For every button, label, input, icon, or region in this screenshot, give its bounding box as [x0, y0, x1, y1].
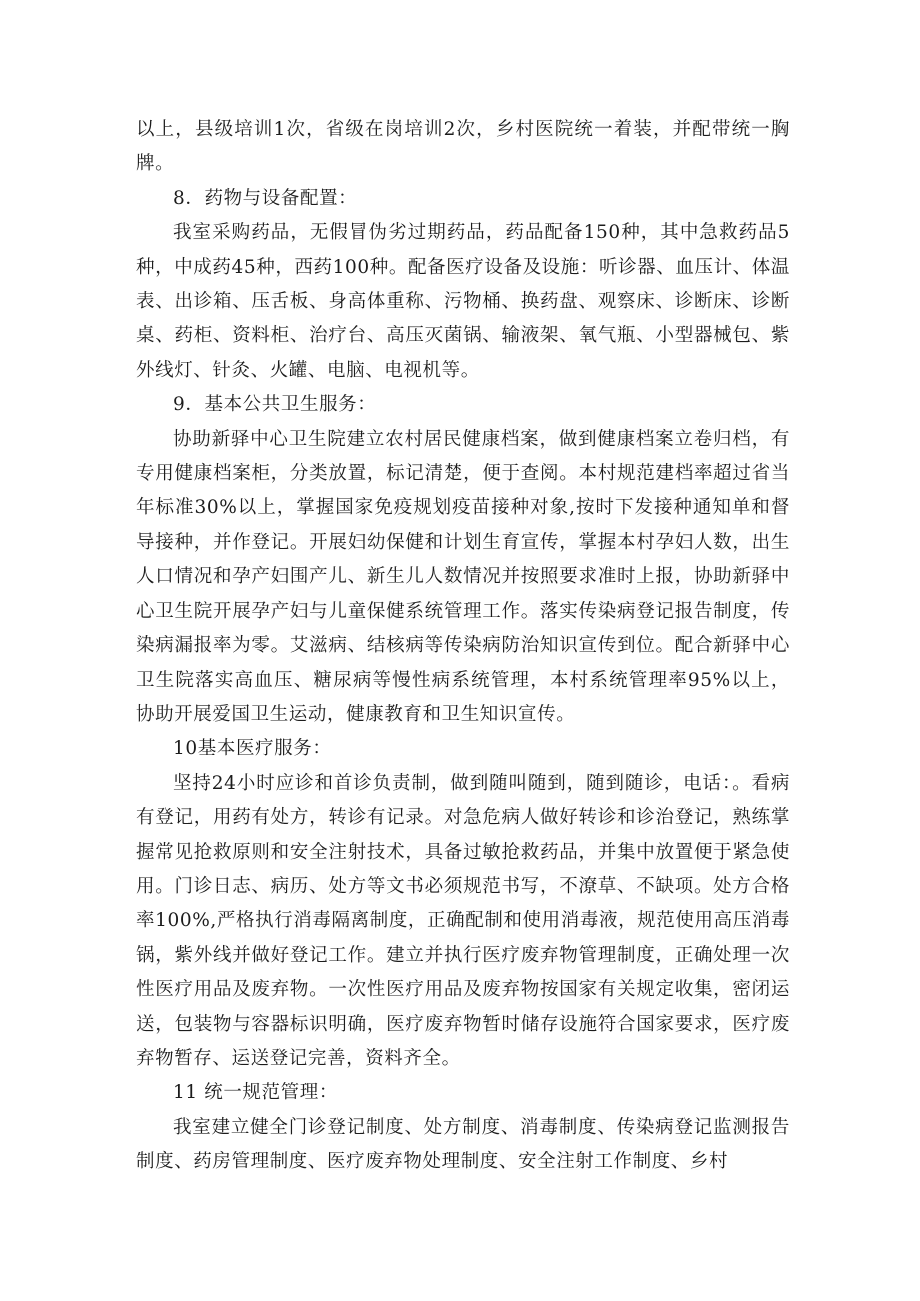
section-heading-9: 9．基本公共卫生服务： — [173, 394, 377, 416]
document-body — [136, 113, 790, 1180]
paragraph-training-continuation: 以上，县级培训1次，省级在岗培训2次，乡村医院统一着装，并配带统一胸牌。 — [136, 119, 790, 175]
paragraph-medical-services: 坚持24小时应诊和首诊负责制，做到随叫随到，随到随诊，电话：。看病有登记，用药有处方，转诊有记录。对急危病人做好转诊和诊治登记，熟练掌握常见抢救原则和安全注射技术，具备过敏抢救药品，并集中放置便于紧急使用。门诊日志、病历、处方等文书必须规范书写，不潦草、不缺项。处方合格率100%,严格执行消毒隔离制度，正确配制和使用消毒液，规范使用高压消毒锅，紫外线并做好登记工作。建立并执行医疗废弃物管理制度，正确处理一次性医疗用品及废弃物。一次性医疗用品及废弃物按国家有关规定收集，密闭运送，包装物与容器标识明确，医疗废弃物暂时储存设施符合国家要求，医疗废弃物暂存、运送登记完善，资料齐全。 — [136, 772, 790, 1069]
section-heading-10: 10基本医疗服务： — [173, 738, 332, 760]
paragraph-public-health: 协助新驿中心卫生院建立农村居民健康档案，做到健康档案立卷归档，有专用健康档案柜，分类放置，标记清楚，便于查阅。本村规范建档率超过省当年标准30%以上，掌握国家免疫规划疫苗接种对象,按时下发接种通知单和督导接种，并作登记。开展妇幼保健和计划生育宣传，掌握本村孕妇人数，出生人口情况和孕产妇围产儿、新生儿人数情况并按照要求准时上报，协助新驿中心卫生院开展孕产妇与儿童保健系统管理工作。落实传染病登记报告制度，传染病漏报率为零。艾滋病、结核病等传染病防治知识宣传到位。配合新驿中心卫生院落实高血压、糖尿病等慢性病系统管理，本村系统管理率95%以上，协助开展爱国卫生运动，健康教育和卫生知识宣传。 — [136, 428, 790, 725]
paragraph-management: 我室建立健全门诊登记制度、处方制度、消毒制度、传染病登记监测报告制度、药房管理制度、医疗废弃物处理制度、安全注射工作制度、乡村 — [136, 1116, 790, 1173]
paragraph-drugs-equipment: 我室采购药品，无假冒伪劣过期药品，药品配备150种，其中急救药品5种，中成药45种，西药100种。配备医疗设备及设施：听诊器、血压计、体温表、出诊箱、压舌板、身高体重称、污物桶、换药盘、观察床、诊断床、诊断桌、药柜、资料柜、治疗台、高压灭菌锅、输液架、氧气瓶、小型器械包、紫外线灯、针灸、火罐、电脑、电视机等。 — [136, 222, 790, 381]
section-heading-8: 8．药物与设备配置： — [173, 187, 358, 209]
section-heading-11: 11 统一规范管理： — [173, 1082, 338, 1104]
